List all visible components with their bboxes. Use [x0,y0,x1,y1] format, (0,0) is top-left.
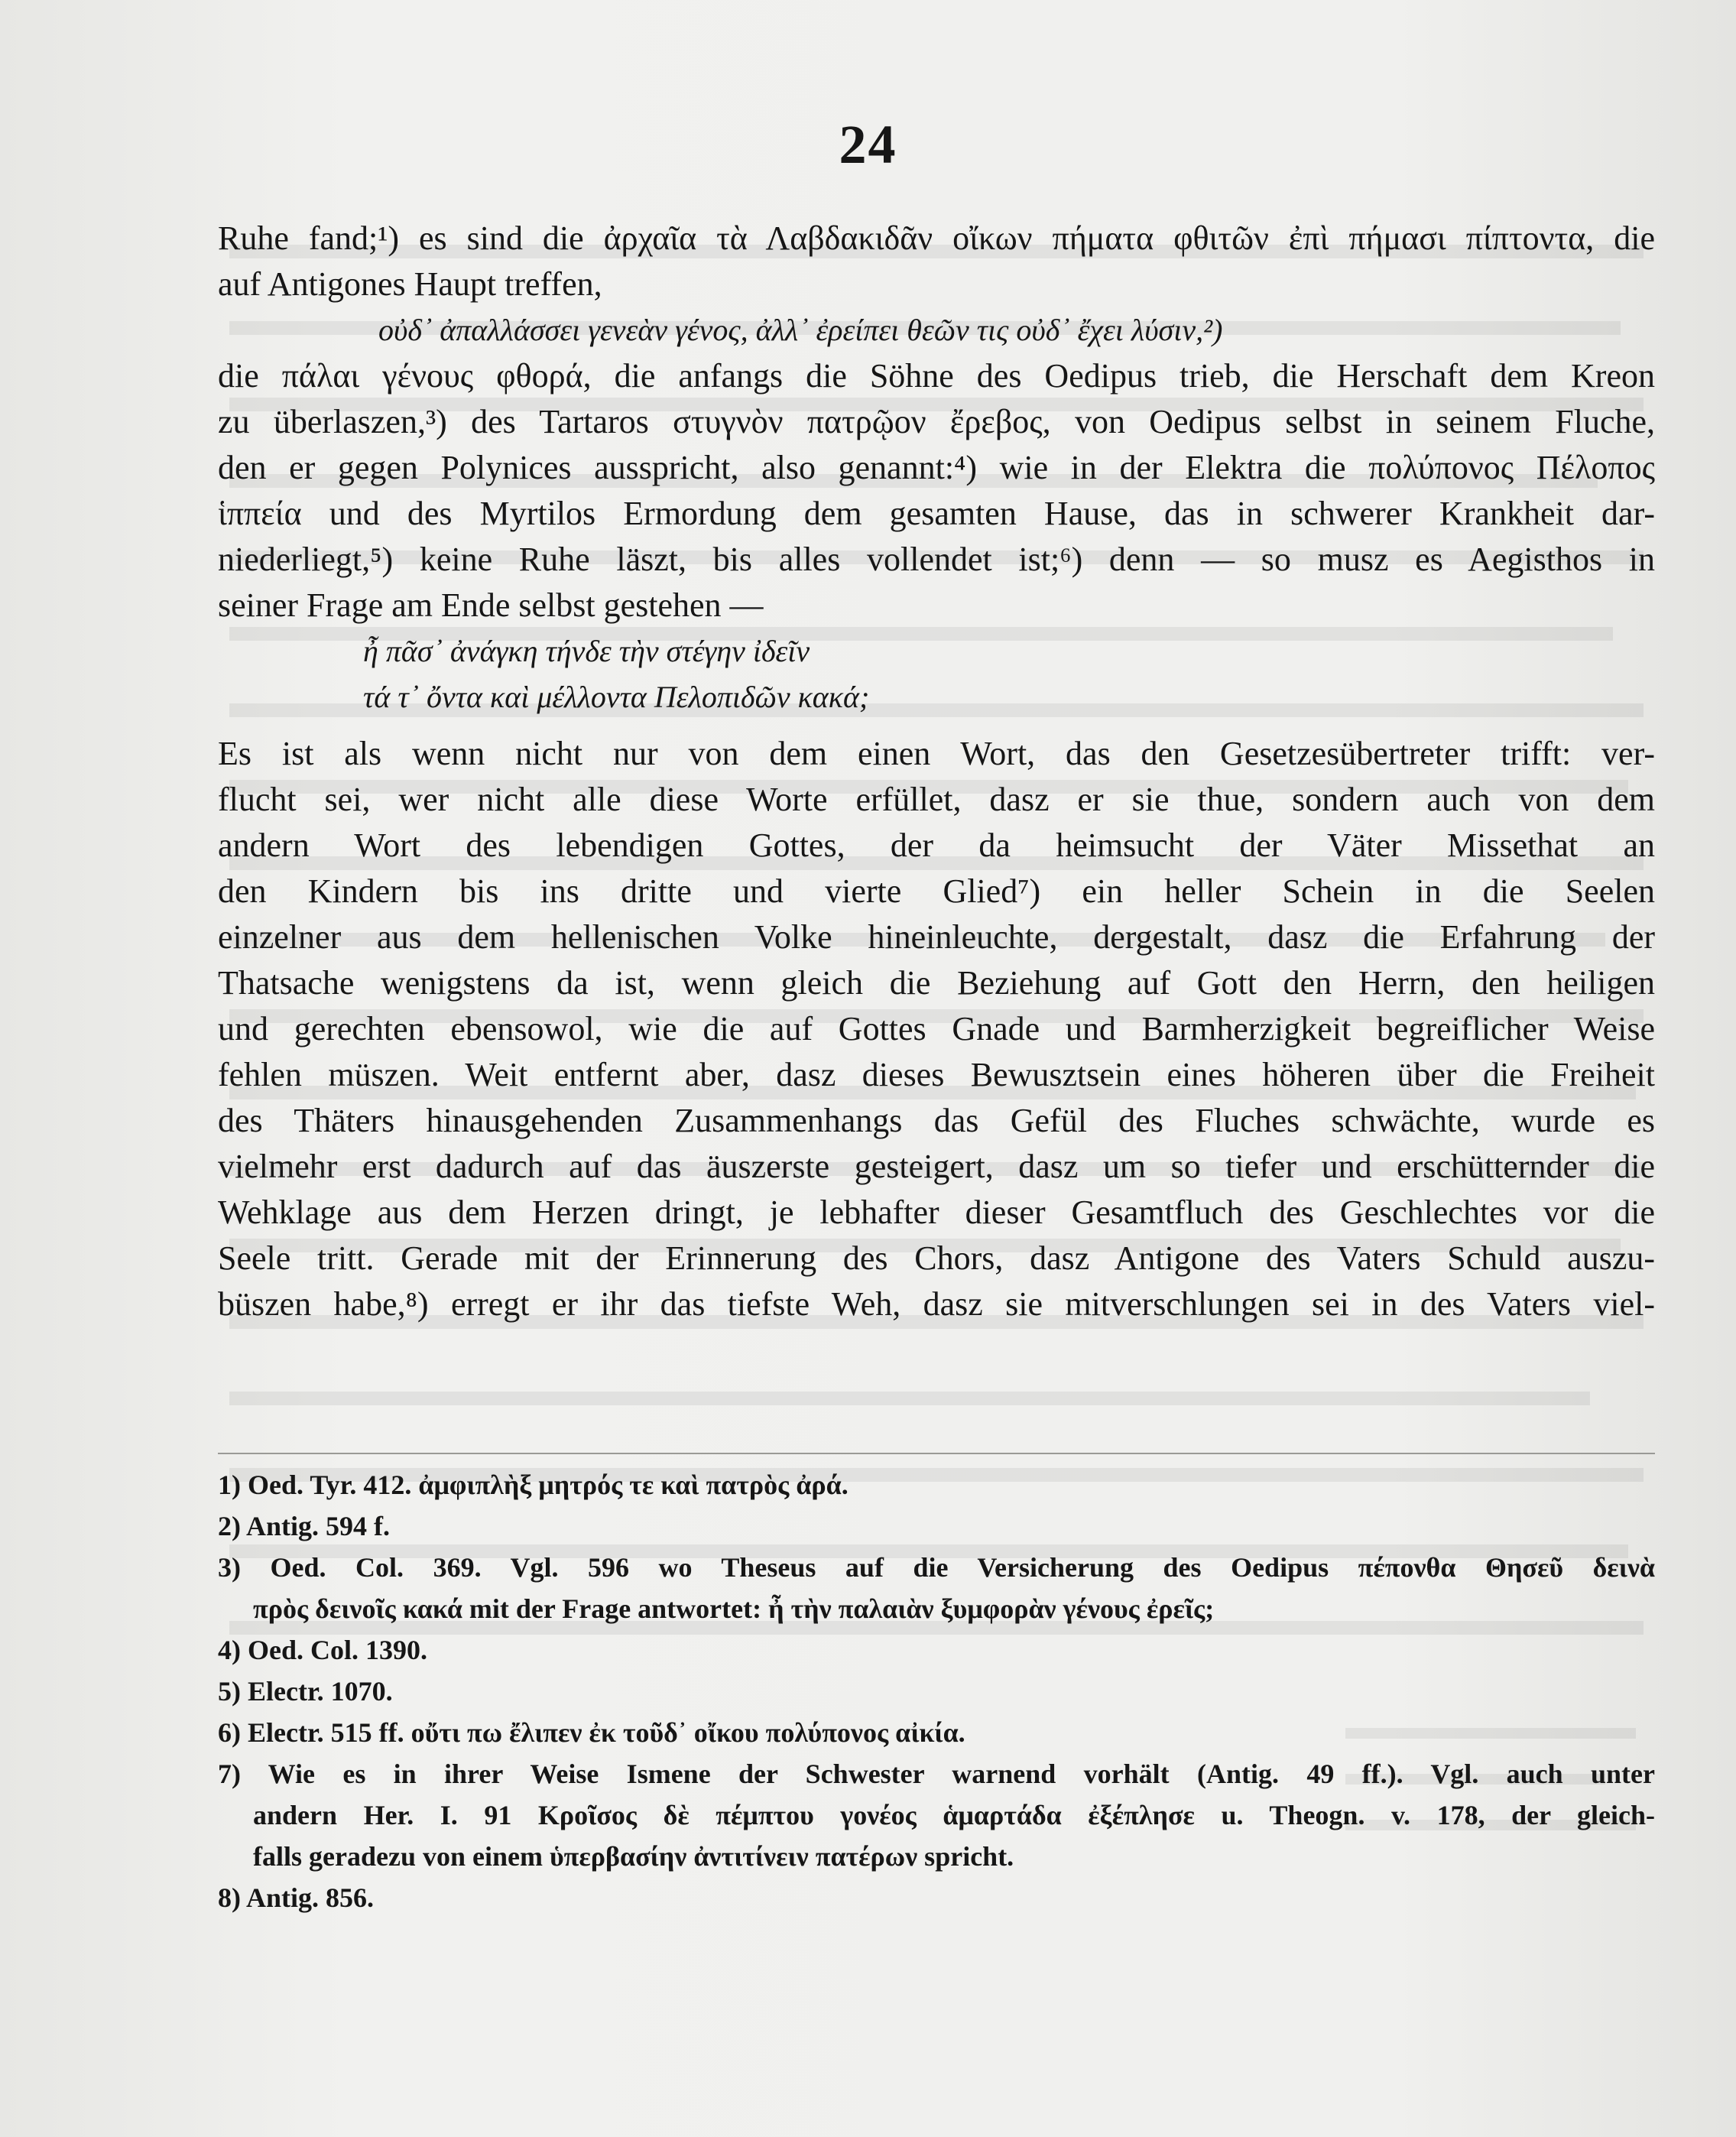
text-line: und gerechten ebensowol, wie die auf Gottes Gnade und Barmherzigkeit begreiflicher Weise [218,1010,1655,1047]
text-line: den Kindern bis ins dritte und vierte Glied⁷) ein heller Schein in die Seelen [218,872,1655,910]
text-line: fehlen müszen. Weit entfernt aber, dasz dieses Bewusztsein eines höheren über die Freiheit [218,1056,1655,1093]
footnote: 1) Oed. Tyr. 412. ἀμφιπλὴξ μητρός τε καὶ πατρὸς ἀρά. [218,1470,849,1500]
footnote: 5) Electr. 1070. [218,1676,393,1707]
text-line: Seele tritt. Gerade mit der Erinnerung des Chors, dasz Antigone des Vaters Schuld auszu- [218,1239,1655,1277]
footnotes [218,1464,1655,1918]
main-text [218,216,1655,1327]
text-line: Thatsache wenigstens da ist, wenn gleich die Beziehung auf Gott den Herrn, den heiligen [218,964,1655,1002]
text-line: vielmehr erst dadurch auf das äuszerste gesteigert, dasz um so tiefer und erschütternder die [218,1148,1655,1185]
footnote: 8) Antig. 856. [218,1882,375,1913]
footnote: 3) Oed. Col. 369. Vgl. 596 wo Theseus auf die Versicherung des Oedipus πέπονθα Θησεῦ δεινὰ [218,1552,1655,1583]
text-line: den er gegen Polynices ausspricht, also genannt:⁴) wie in der Elektra die πολύπονος Πέλοπος [218,449,1655,486]
text-line: büszen habe,⁸) erregt er ihr das tiefste Weh, dasz sie mitverschlungen sei in des Vaters viel- [218,1285,1655,1323]
footnote: 7) Wie es in ihrer Weise Ismene der Schwester warnend vorhält (Antig. 49 ff.). Vgl. auch unter [218,1759,1655,1789]
footnote: 4) Oed. Col. 1390. [218,1635,427,1665]
footnote: 6) Electr. 515 ff. οὔτι πω ἔλιπεν ἐκ τοῦδ᾽ οἴκου πολύπονος αἰκία. [218,1717,965,1748]
text-line: seiner Frage am Ende selbst gestehen — [218,586,764,624]
footnote-continuation: πρὸς δεινοῖς κακά mit der Frage antwortet: ἦ τὴν παλαιὰν ξυμφορὰν γένους ἐρεῖς; [253,1593,1215,1624]
footnote-continuation: falls geradezu von einem ὑπερβασίην ἀντιτίνειν πατέρων spricht. [253,1841,1014,1872]
paragraph-gap [218,720,1655,731]
text-line: auf Antigones Haupt treffen, [218,265,602,303]
text-line: andern Wort des lebendigen Gottes, der da heimsucht der Väter Missethat an [218,827,1655,864]
greek-quote-line: τά τ᾽ ὄντα καὶ μέλλοντα Πελοπιδῶν κακά; [363,680,870,714]
text-line: ἱππεία und des Myrtilos Ermordung dem gesamten Hause, das in schwerer Krankheit dar- [218,495,1655,532]
text-line: zu überlaszen,³) des Tartaros στυγνὸν πατρῷον ἔρεβος, von Oedipus selbst in seinem Fluche, [218,403,1655,440]
text-line: niederliegt,⁵) keine Ruhe läszt, bis alles vollendet ist;⁶) denn — so musz es Aegisthos in [218,541,1655,578]
text-line: Es ist als wenn nicht nur von dem einen Wort, das den Gesetzesübertreter trifft: ver- [218,735,1655,772]
page-number: 24 [839,114,897,175]
footnote: 2) Antig. 594 f. [218,1511,390,1541]
footnote-continuation: andern Her. I. 91 Κροῖσος δὲ πέμπτου γονέος ἁμαρτάδα ἐξέπλησε u. Theogn. v. 178, der gleich- [253,1800,1655,1830]
greek-quote-line: οὐδ᾽ ἀπαλλάσσει γενεὰν γένος, ἀλλ᾽ ἐρείπει θεῶν τις οὐδ᾽ ἔχει λύσιν,²) [378,313,1223,347]
text-line: des Thäters hinausgehenden Zusammenhangs das Gefül des Fluches schwächte, wurde es [218,1102,1655,1139]
text-line: flucht sei, wer nicht alle diese Worte erfüllet, dasz er sie thue, sondern auch von dem [218,781,1655,818]
footnote-divider [218,1453,1655,1454]
text-line: Ruhe fand;¹) es sind die ἀρχαῖα τὰ Λαβδακιδᾶν οἴκων πήματα φθιτῶν ἐπὶ πήμασι πίπτοντα, die [218,219,1655,257]
text-line: einzelner aus dem hellenischen Volke hineinleuchte, dergestalt, dasz die Erfahrung der [218,918,1655,956]
greek-quote-line: ἦ πᾶσ᾽ ἀνάγκη τήνδε τὴν στέγην ἰδεῖν [363,634,810,668]
text-line: Wehklage aus dem Herzen dringt, je lebhafter dieser Gesamtfluch des Geschlechtes vor die [218,1194,1655,1231]
text-line: die πάλαι γένους φθορά, die anfangs die Söhne des Oedipus trieb, die Herschaft dem Kreon [218,357,1655,395]
